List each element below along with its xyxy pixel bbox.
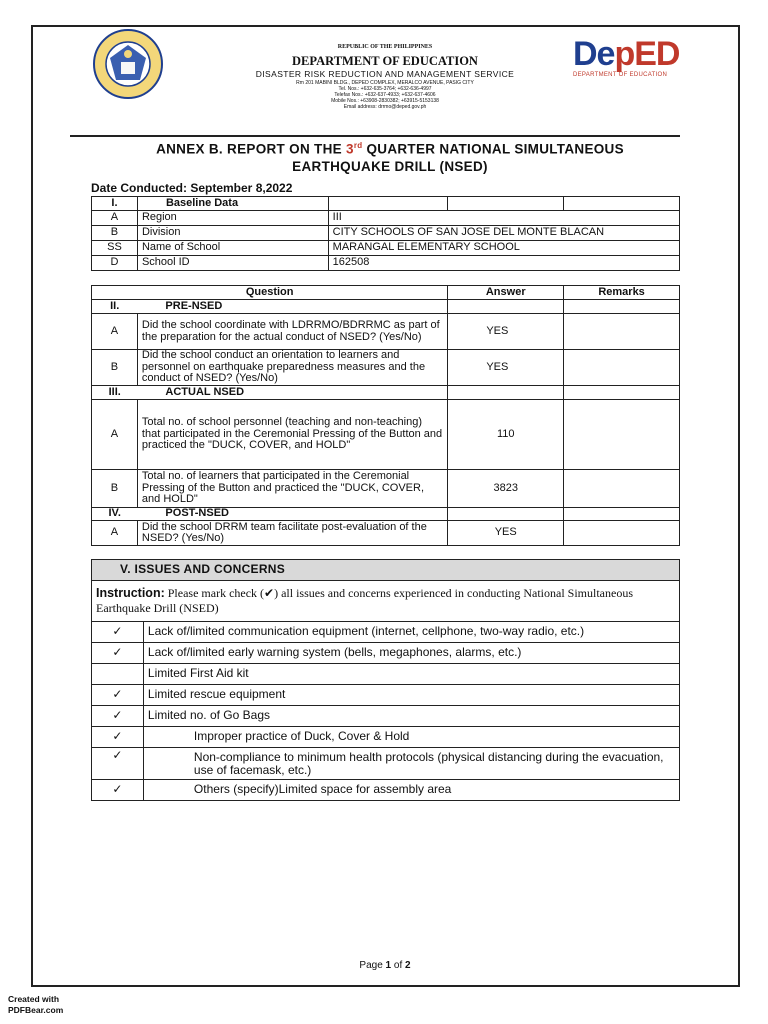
telefax-label: Telefax Nos.: +632-637-4933; +632-637-4606 xyxy=(334,92,436,98)
baseline-label: Name of School xyxy=(137,241,328,256)
answer-value: 110 xyxy=(448,400,564,470)
questions-table xyxy=(91,285,680,546)
answer-value: YES xyxy=(448,314,564,350)
question-text: Total no. of school personnel (teaching and non-teaching) that participated in the Ceremonial Pressing of the Button and practiced the "DUCK, COVER, and HOLD" xyxy=(137,400,447,470)
question-text: Did the school coordinate with LDRRMO/BDRRMC as part of the preparation for the actual conduct of NSED? (Yes/No) xyxy=(137,314,447,350)
answer-value: 3823 xyxy=(448,470,564,508)
baseline-heading: Baseline Data xyxy=(137,197,328,211)
deped-seal-icon xyxy=(88,28,168,100)
baseline-value: 162508 xyxy=(328,256,679,271)
issue-text: Others (specify)Limited space for assembly area xyxy=(143,780,679,801)
question-code: A xyxy=(92,521,138,546)
question-code: A xyxy=(92,400,138,470)
issue-text: Lack of/limited early warning system (bells, megaphones, alarms, etc.) xyxy=(143,643,679,664)
section-num: IV. xyxy=(92,508,138,521)
issue-check[interactable]: ✓ xyxy=(92,727,144,748)
issue-text: Improper practice of Duck, Cover & Hold xyxy=(143,727,679,748)
remarks-cell xyxy=(564,470,680,508)
issue-check[interactable]: ✓ xyxy=(92,685,144,706)
question-code: B xyxy=(92,470,138,508)
issue-text: Non-compliance to minimum health protocols (physical distancing during the evacuation, use of facemask, etc.) xyxy=(143,748,679,780)
issues-table xyxy=(91,559,680,801)
deped-logo: DepED DEPARTMENT OF EDUCATION xyxy=(573,36,711,88)
baseline-code: A xyxy=(92,211,138,226)
issue-text: Lack of/limited communication equipment (internet, cellphone, two-way radio, etc.) xyxy=(143,622,679,643)
baseline-label: School ID xyxy=(137,256,328,271)
issue-check[interactable]: ✓ xyxy=(92,643,144,664)
question-text: Total no. of learners that participated in the Ceremonial Pressing of the Button and practiced the "DUCK, COVER, and HOLD" xyxy=(137,470,447,508)
col-question: Question xyxy=(92,286,448,300)
issue-check[interactable]: ✓ xyxy=(92,748,144,780)
question-code: A xyxy=(92,314,138,350)
col-remarks: Remarks xyxy=(564,286,680,300)
baseline-code: SS xyxy=(92,241,138,256)
baseline-code: D xyxy=(92,256,138,271)
remarks-cell xyxy=(564,400,680,470)
mobile-label: Mobile Nos.: +63908-2830382; +63915-5153138 xyxy=(331,98,439,104)
section-num: III. xyxy=(92,386,138,400)
issue-check[interactable] xyxy=(92,664,144,685)
tel-label: Tel. Nos.: +632-635-3764; +632-636-4997 xyxy=(338,86,432,92)
issue-check[interactable]: ✓ xyxy=(92,780,144,801)
section-heading: ACTUAL NSED xyxy=(137,386,447,400)
issue-check[interactable]: ✓ xyxy=(92,706,144,727)
issue-text: Limited no. of Go Bags xyxy=(143,706,679,727)
baseline-label: Division xyxy=(137,226,328,241)
baseline-value: CITY SCHOOLS OF SAN JOSE DEL MONTE BLACAN xyxy=(328,226,679,241)
page-number: Page 1 of 2 xyxy=(359,960,411,971)
issues-instruction: Instruction: Please mark check (✔) all issues and concerns experienced in conducting National Simultaneous Earthquake Drill (NSED) xyxy=(92,581,680,622)
baseline-value: III xyxy=(328,211,679,226)
section-heading: PRE-NSED xyxy=(137,300,447,314)
col-answer: Answer xyxy=(448,286,564,300)
answer-value: YES xyxy=(448,350,564,386)
issues-heading: V. ISSUES AND CONCERNS xyxy=(92,560,680,581)
email-label: Email address: drrmo@deped.gov.ph xyxy=(343,104,427,110)
question-text: Did the school conduct an orientation to learners and personnel on earthquake preparedness measures and the conduct of NSED? (Yes/No) xyxy=(137,350,447,386)
remarks-cell xyxy=(564,350,680,386)
baseline-code: B xyxy=(92,226,138,241)
republic-label: REPUBLIC OF THE PHILIPPINES xyxy=(337,44,433,50)
created-with-label: Created with PDFBear.com xyxy=(8,994,64,1015)
baseline-label: Region xyxy=(137,211,328,226)
issue-text: Limited rescue equipment xyxy=(143,685,679,706)
answer-value: YES xyxy=(448,521,564,546)
question-code: B xyxy=(92,350,138,386)
address-label: Rm 201 MABINI BLDG., DEPED COMPLEX, MERALCO AVENUE, PASIG CITY xyxy=(296,80,474,86)
section-num: II. xyxy=(92,300,138,314)
baseline-num: I. xyxy=(92,197,138,211)
deped-sub-label: DEPARTMENT OF EDUCATION xyxy=(573,72,668,78)
report-title-line1: ANNEX B. REPORT ON THE 3rd QUARTER NATIONAL SIMULTANEOUS xyxy=(156,141,624,157)
report-title-line2: EARTHQUAKE DRILL (NSED) xyxy=(292,159,488,174)
issue-check[interactable]: ✓ xyxy=(92,622,144,643)
section-heading: POST-NSED xyxy=(137,508,447,521)
remarks-cell xyxy=(564,521,680,546)
issue-text: Limited First Aid kit xyxy=(143,664,679,685)
date-conducted: Date Conducted: September 8,2022 xyxy=(91,181,293,195)
remarks-cell xyxy=(564,314,680,350)
question-text: Did the school DRRM team facilitate post-evaluation of the NSED? (Yes/No) xyxy=(137,521,447,546)
service-label: DISASTER RISK REDUCTION AND MANAGEMENT SERVICE xyxy=(255,69,515,79)
baseline-table xyxy=(91,196,680,271)
baseline-value: MARANGAL ELEMENTARY SCHOOL xyxy=(328,241,679,256)
department-label: DEPARTMENT OF EDUCATION xyxy=(292,54,478,68)
header-rule xyxy=(70,135,680,137)
